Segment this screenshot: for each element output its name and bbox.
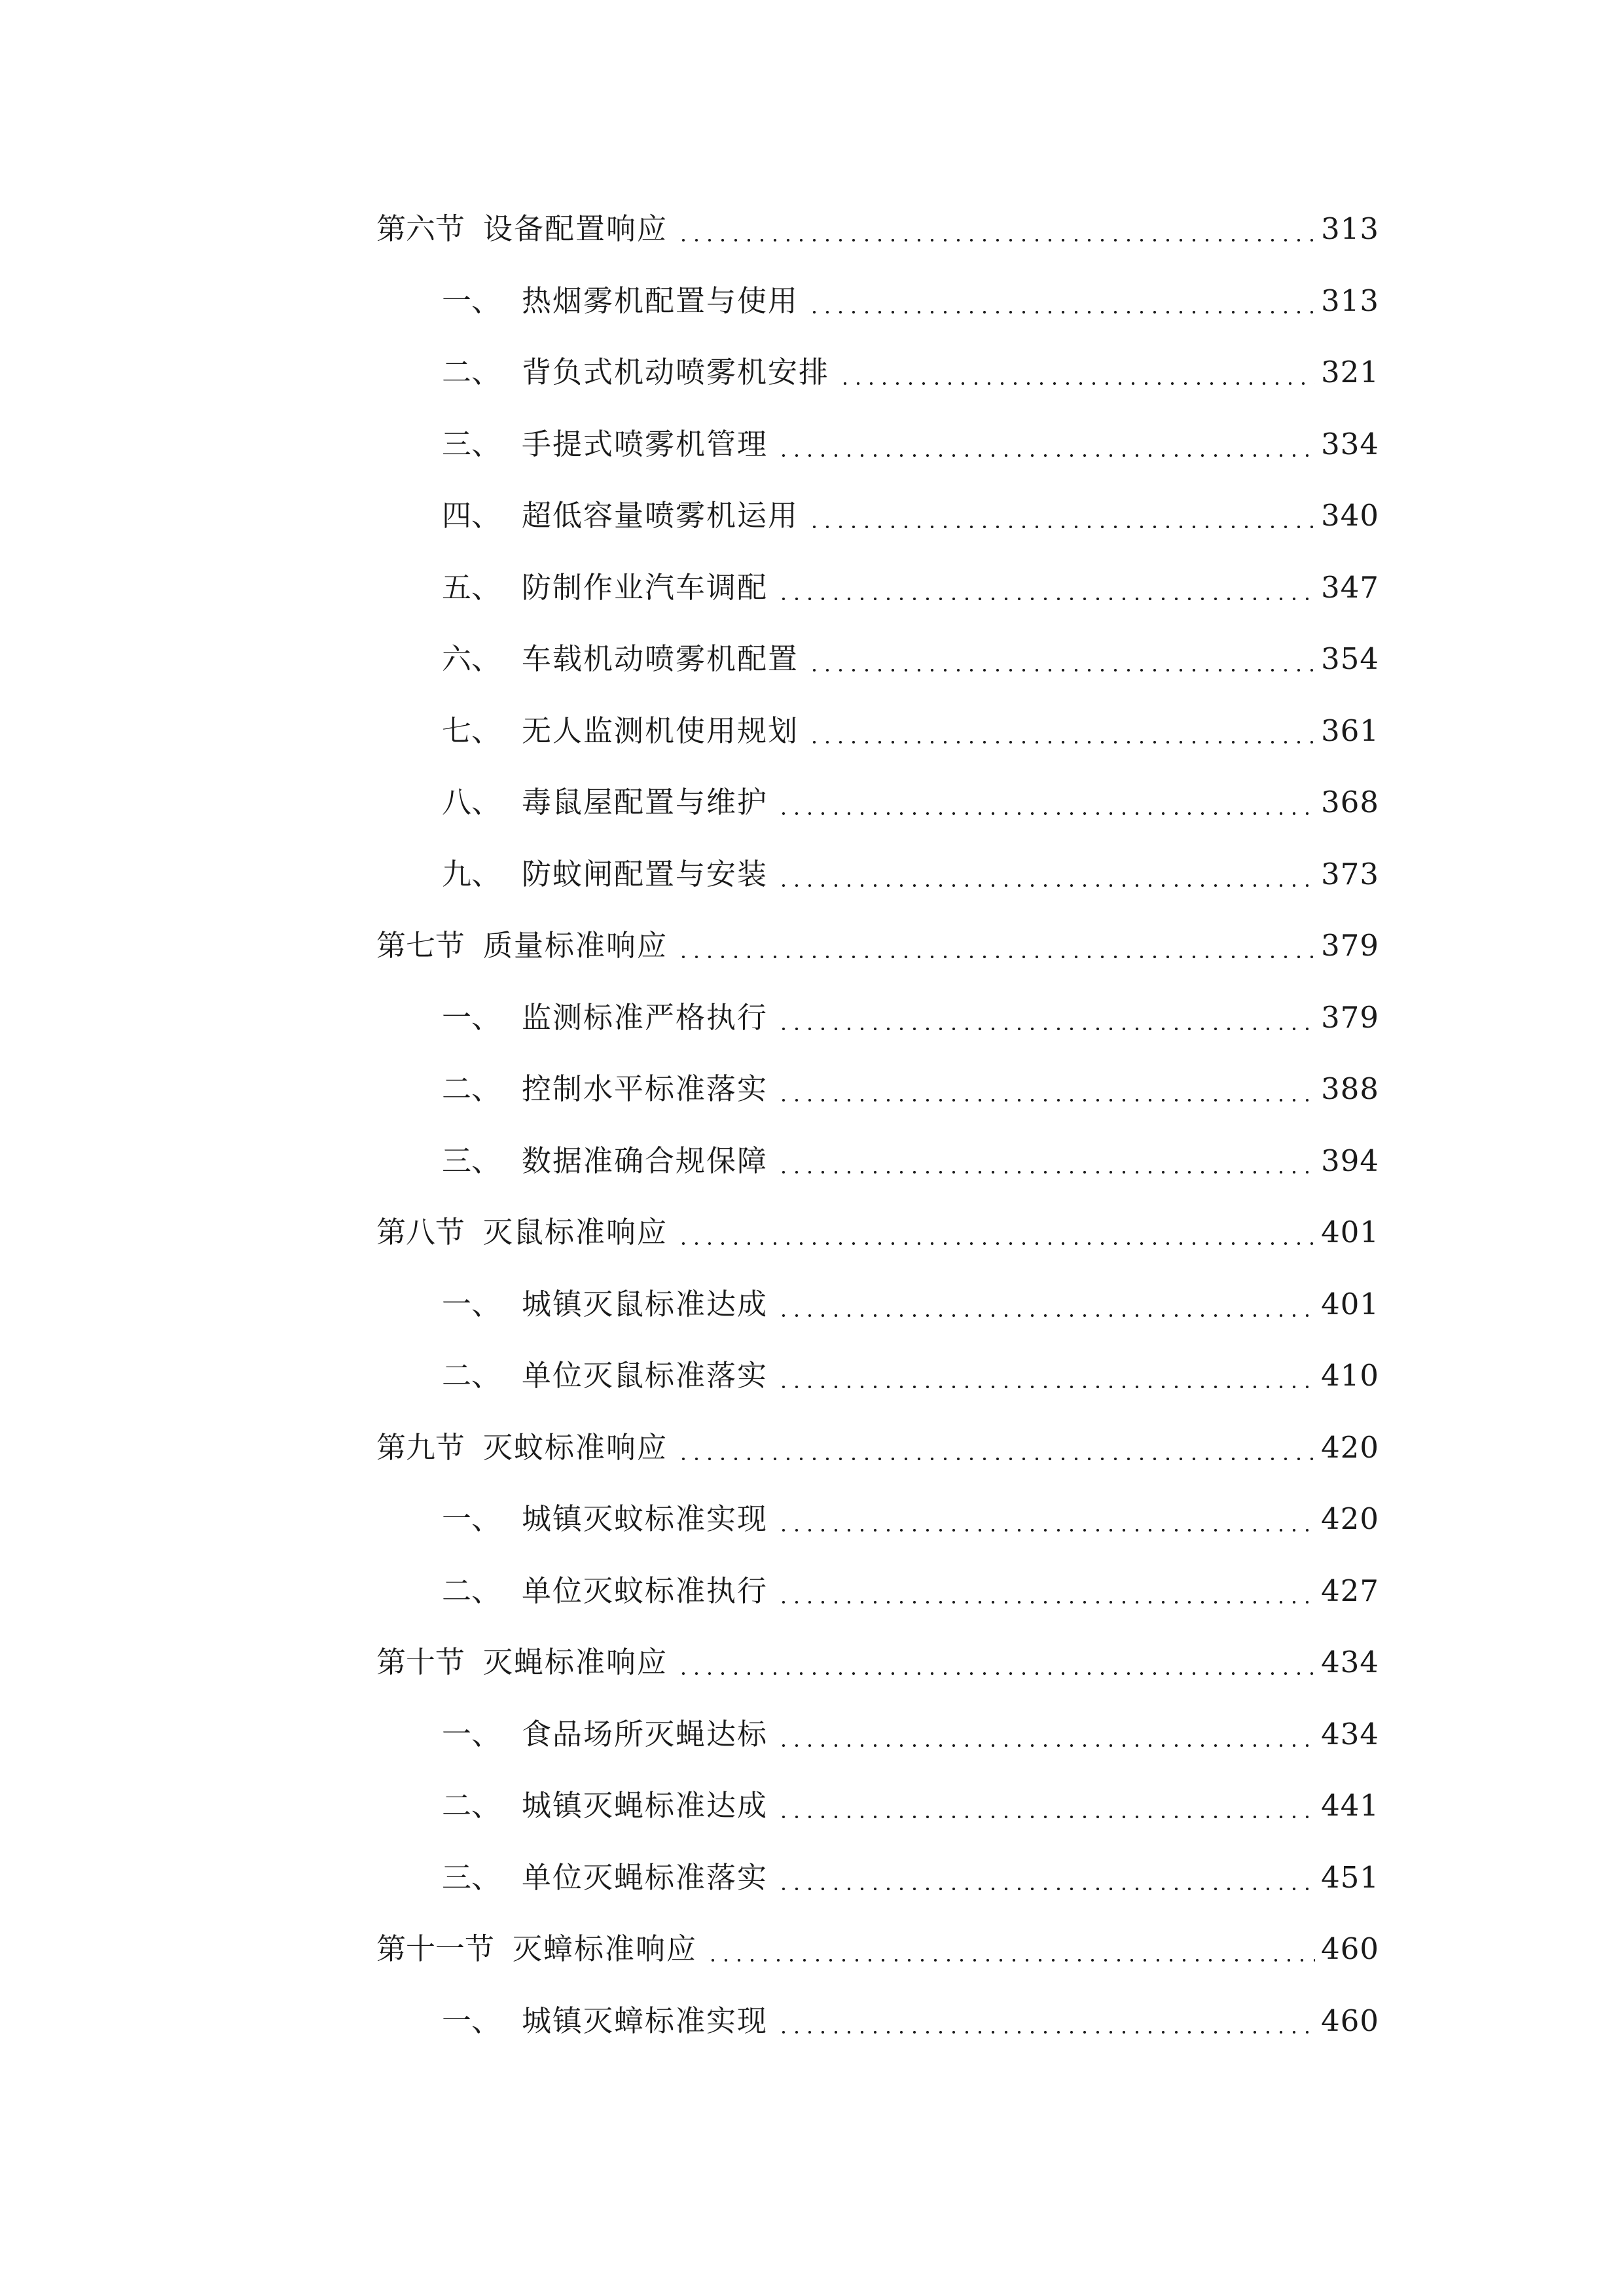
toc-subsection-entry[interactable] [0,776,1624,829]
toc-entry-title: 城镇灭蝇标准达成 [522,1788,768,1823]
toc-dot-leader [777,1493,1315,1545]
toc-dot-leader [839,346,1315,399]
toc-entry-title: 设备配置响应 [483,211,668,246]
toc-dot-leader [777,1780,1315,1832]
toc-dot-leader [677,1206,1315,1259]
toc-entry-number: 五、 [442,570,501,605]
toc-dot-leader [777,1350,1315,1402]
toc-entry-page-number: 420 [1321,1430,1379,1465]
toc-subsection-entry[interactable] [0,1708,1624,1761]
toc-entry-title: 数据准确合规保障 [522,1143,768,1178]
toc-entry-number: 二、 [442,1788,501,1823]
toc-entry-page-number: 361 [1321,713,1379,748]
toc-entry-page-number: 379 [1321,1000,1379,1035]
toc-dot-leader [677,1422,1315,1474]
toc-dot-leader [677,1636,1315,1689]
toc-entry-title: 食品场所灭蝇达标 [522,1717,768,1751]
toc-entry-title: 防蚊闸配置与安装 [522,857,768,891]
toc-entry-page-number: 388 [1321,1071,1379,1106]
toc-entry-title: 单位灭蝇标准落实 [522,1860,768,1895]
toc-entry-title: 城镇灭蟑标准实现 [522,2003,768,2038]
toc-dot-leader [677,203,1315,255]
toc-entry-title: 防制作业汽车调配 [522,570,768,605]
toc-subsection-entry[interactable] [0,1565,1624,1617]
toc-entry-title: 灭蟑标准响应 [513,1931,698,1966]
toc-entry-title: 监测标准严格执行 [522,1000,768,1035]
toc-subsection-entry[interactable] [0,633,1624,685]
toc-subsection-entry[interactable] [0,1852,1624,1904]
toc-entry-title: 灭蚊标准响应 [483,1430,668,1465]
toc-entry-number: 一、 [442,1501,501,1536]
toc-entry-number: 第六节 [376,211,465,246]
toc-subsection-entry[interactable] [0,562,1624,614]
toc-entry-page-number: 347 [1321,570,1379,605]
toc-entry-number: 九、 [442,857,501,891]
toc-entry-number: 一、 [442,1000,501,1035]
toc-entry-title: 城镇灭鼠标准达成 [522,1287,768,1321]
toc-subsection-entry[interactable] [0,992,1624,1044]
toc-dot-leader [706,1923,1315,1975]
toc-dot-leader [777,1063,1315,1115]
toc-entry-page-number: 410 [1321,1358,1379,1393]
toc-entry-number: 二、 [442,355,501,389]
toc-entry-number: 三、 [442,1860,501,1895]
toc-dot-leader [808,490,1315,542]
toc-dot-leader [777,1278,1315,1331]
toc-subsection-entry[interactable] [0,1780,1624,1832]
toc-entry-title: 城镇灭蚊标准实现 [522,1501,768,1536]
toc-entry-page-number: 460 [1321,1931,1379,1966]
toc-entry-page-number: 451 [1321,1860,1379,1895]
toc-dot-leader [777,1995,1315,2047]
toc-entry-page-number: 368 [1321,785,1379,819]
toc-subsection-entry[interactable] [0,1493,1624,1545]
toc-entry-title: 超低容量喷雾机运用 [522,498,799,533]
toc-dot-leader [777,1708,1315,1761]
toc-dot-leader [808,705,1315,757]
toc-subsection-entry[interactable] [0,418,1624,471]
toc-entry-number: 二、 [442,1071,501,1106]
toc-entry-page-number: 434 [1321,1717,1379,1751]
toc-subsection-entry[interactable] [0,705,1624,757]
toc-entry-title: 灭鼠标准响应 [483,1215,668,1249]
toc-entry-page-number: 321 [1321,355,1379,389]
toc-entry-page-number: 420 [1321,1501,1379,1536]
toc-entry-page-number: 427 [1321,1573,1379,1608]
toc-entry-number: 一、 [442,1717,501,1751]
toc-entry-page-number: 460 [1321,2003,1379,2038]
toc-section-entry[interactable] [0,1923,1624,1975]
toc-entry-page-number: 334 [1321,427,1379,461]
toc-section-entry[interactable] [0,920,1624,972]
toc-entry-page-number: 373 [1321,857,1379,891]
toc-subsection-entry[interactable] [0,275,1624,327]
toc-subsection-entry[interactable] [0,490,1624,542]
toc-entry-number: 二、 [442,1573,501,1608]
toc-entry-number: 三、 [442,427,501,461]
toc-entry-page-number: 441 [1321,1788,1379,1823]
toc-entry-number: 八、 [442,785,501,819]
toc-entry-title: 无人监测机使用规划 [522,713,799,748]
toc-entry-page-number: 313 [1321,211,1379,246]
toc-entry-number: 一、 [442,2003,501,2038]
toc-subsection-entry[interactable] [0,1135,1624,1187]
toc-entry-page-number: 434 [1321,1645,1379,1679]
toc-section-entry[interactable] [0,1422,1624,1474]
toc-dot-leader [808,275,1315,327]
toc-entry-title: 背负式机动喷雾机安排 [522,355,830,389]
toc-section-entry[interactable] [0,1636,1624,1689]
toc-entry-title: 控制水平标准落实 [522,1071,768,1106]
toc-entry-page-number: 379 [1321,928,1379,963]
toc-entry-title: 毒鼠屋配置与维护 [522,785,768,819]
toc-entry-number: 第八节 [376,1215,465,1249]
toc-subsection-entry[interactable] [0,1995,1624,2047]
toc-entry-number: 二、 [442,1358,501,1393]
toc-entry-page-number: 313 [1321,283,1379,318]
toc-subsection-entry[interactable] [0,1063,1624,1115]
toc-subsection-entry[interactable] [0,1350,1624,1402]
toc-entry-page-number: 401 [1321,1215,1379,1249]
toc-subsection-entry[interactable] [0,1278,1624,1331]
toc-subsection-entry[interactable] [0,848,1624,901]
toc-entry-title: 单位灭鼠标准落实 [522,1358,768,1393]
toc-entry-title: 车载机动喷雾机配置 [522,641,799,676]
toc-entry-page-number: 401 [1321,1287,1379,1321]
toc-dot-leader [777,418,1315,471]
toc-dot-leader [777,992,1315,1044]
toc-section-entry[interactable] [0,203,1624,255]
toc-section-entry[interactable] [0,1206,1624,1259]
toc-subsection-entry[interactable] [0,346,1624,399]
toc-dot-leader [777,1852,1315,1904]
toc-entry-title: 热烟雾机配置与使用 [522,283,799,318]
toc-entry-number: 一、 [442,283,501,318]
toc-entry-number: 三、 [442,1143,501,1178]
toc-entry-title: 手提式喷雾机管理 [522,427,768,461]
toc-entry-title: 单位灭蚊标准执行 [522,1573,768,1608]
toc-entry-page-number: 354 [1321,641,1379,676]
toc-entry-page-number: 340 [1321,498,1379,533]
toc-dot-leader [677,920,1315,972]
toc-dot-leader [777,848,1315,901]
toc-entry-title: 质量标准响应 [483,928,668,963]
toc-dot-leader [777,562,1315,614]
toc-dot-leader [777,1565,1315,1617]
toc-dot-leader [777,1135,1315,1187]
toc-dot-leader [777,776,1315,829]
toc-entry-number: 第十一节 [376,1931,495,1966]
toc-entry-number: 七、 [442,713,501,748]
toc-entry-number: 一、 [442,1287,501,1321]
toc-entry-number: 第九节 [376,1430,465,1465]
toc-dot-leader [808,633,1315,685]
toc-entry-number: 第七节 [376,928,465,963]
toc-entry-page-number: 394 [1321,1143,1379,1178]
toc-entry-number: 六、 [442,641,501,676]
toc-entry-number: 第十节 [376,1645,465,1679]
toc-entry-number: 四、 [442,498,501,533]
toc-entry-title: 灭蝇标准响应 [483,1645,668,1679]
